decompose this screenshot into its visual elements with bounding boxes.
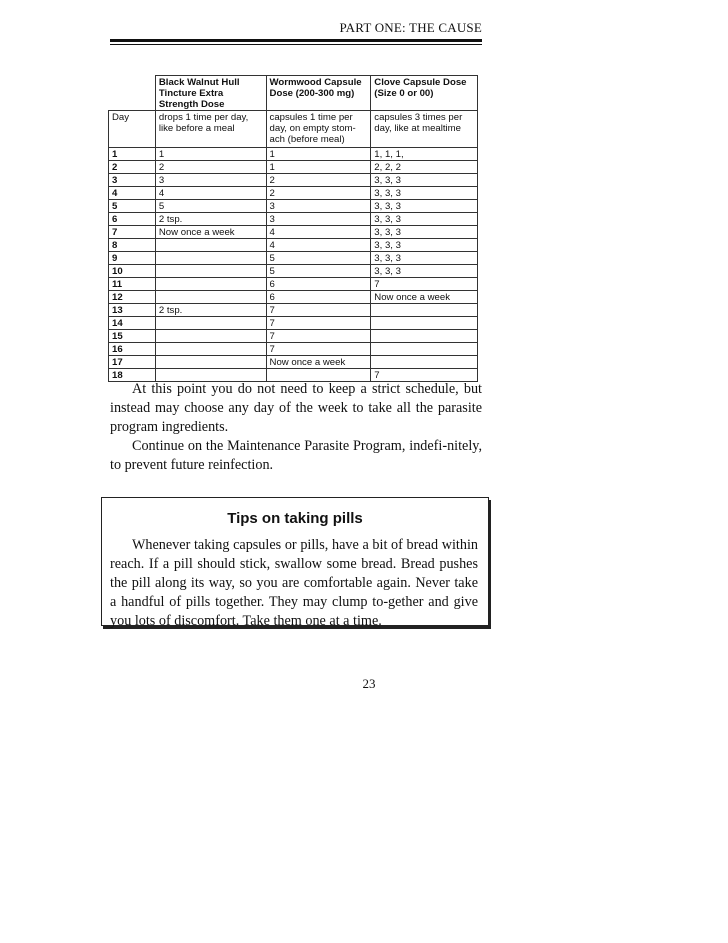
day-cell: 8 [109,239,156,252]
dose-cell: 6 [266,278,371,291]
dose-cell [155,356,266,369]
running-title: PART ONE: THE CAUSE [339,20,482,35]
dose-cell [155,278,266,291]
table-row [109,265,478,278]
day-cell: 12 [109,291,156,304]
dose-cell: 2 [266,174,371,187]
table-row [109,343,478,356]
table-row [109,252,478,265]
day-cell: 17 [109,356,156,369]
table-row [109,226,478,239]
dose-cell [155,239,266,252]
dose-cell: 2 tsp. [155,304,266,317]
dose-cell: 7 [266,317,371,330]
day-cell: 11 [109,278,156,291]
day-cell: 2 [109,161,156,174]
table-row [109,291,478,304]
column-header [109,76,156,111]
day-cell: 1 [109,148,156,161]
page-header [0,20,728,50]
dose-cell: 5 [266,252,371,265]
dose-cell [155,343,266,356]
dose-cell [155,330,266,343]
subheader-cell: drops 1 time per day, like before a meal [155,111,266,148]
dose-cell [155,252,266,265]
table-row [109,200,478,213]
tips-paragraph: Whenever taking capsules or pills, have a bit of bread within reach. If a pill should stick, swallow some bread. Bread pushes the pill along its way, so you are comfortable again. Never take a handful of pills together. They may clump to-gether and give you lots of discomfort. Take them one at a time. [110,537,478,629]
dose-cell: 3, 3, 3 [371,174,478,187]
table-row [109,161,478,174]
day-cell: 16 [109,343,156,356]
dose-cell [155,291,266,304]
dose-cell [155,265,266,278]
dose-cell: 6 [266,291,371,304]
dose-cell: 3, 3, 3 [371,265,478,278]
dose-cell: 5 [266,265,371,278]
day-cell: 15 [109,330,156,343]
dose-cell: 7 [266,330,371,343]
dose-cell [371,330,478,343]
dose-cell: 7 [266,304,371,317]
dose-cell: 1 [155,148,266,161]
dose-cell: 2 [155,161,266,174]
day-cell: 7 [109,226,156,239]
column-header: Wormwood Capsule Dose (200-300 mg) [266,76,371,111]
dose-cell: 3, 3, 3 [371,187,478,200]
day-cell: 14 [109,317,156,330]
day-cell: 10 [109,265,156,278]
table-row [109,278,478,291]
table-row [109,187,478,200]
dose-cell [155,317,266,330]
dose-cell: 3, 3, 3 [371,226,478,239]
table-header-row [109,76,478,111]
table-subheader-row [109,111,478,148]
table-row [109,317,478,330]
table-row [109,174,478,187]
dosage-table [108,75,478,382]
dose-cell: 7 [371,369,478,382]
day-cell: 9 [109,252,156,265]
dose-cell [371,304,478,317]
day-cell: 3 [109,174,156,187]
dose-cell: 5 [155,200,266,213]
dose-cell: Now once a week [155,226,266,239]
table-row [109,239,478,252]
day-cell: 18 [109,369,156,382]
dose-cell: 7 [266,343,371,356]
dose-cell: 3 [155,174,266,187]
dose-cell: 3, 3, 3 [371,213,478,226]
column-header: Clove Capsule Dose (Size 0 or 00) [371,76,478,111]
dose-cell: 4 [266,226,371,239]
tips-box [101,497,489,629]
day-cell: 5 [109,200,156,213]
dose-cell: 3 [266,213,371,226]
dose-cell [371,343,478,356]
dose-cell: 4 [266,239,371,252]
dose-cell: 2 [266,187,371,200]
dose-cell: 2 tsp. [155,213,266,226]
tips-body [110,536,478,631]
day-cell: 4 [109,187,156,200]
table-row [109,330,478,343]
dose-cell [371,356,478,369]
dose-cell: 3, 3, 3 [371,200,478,213]
body-text [110,380,482,475]
subheader-cell: Day [109,111,156,148]
table-row [109,148,478,161]
dose-cell: 4 [155,187,266,200]
paragraph: Continue on the Maintenance Parasite Program, indefi-nitely, to prevent future reinfection. [110,438,482,473]
dose-cell: 3 [266,200,371,213]
subheader-cell: capsules 3 times per day, like at mealtime [371,111,478,148]
dose-cell: 1, 1, 1, [371,148,478,161]
paragraph: At this point you do not need to keep a strict schedule, but instead may choose any day of the week to take all the parasite program ingredients. [110,381,482,435]
dose-cell: 3, 3, 3 [371,239,478,252]
dose-cell: 3, 3, 3 [371,252,478,265]
column-header: Black Walnut Hull Tincture Extra Strength Dose [155,76,266,111]
page-number: 23 [362,676,376,691]
dose-cell: Now once a week [371,291,478,304]
day-cell: 6 [109,213,156,226]
dose-cell: 7 [371,278,478,291]
header-rule-thin [110,44,482,45]
table-row [109,304,478,317]
header-rule [110,39,482,42]
tips-title: Tips on taking pills [227,510,363,527]
table-row [109,213,478,226]
dose-cell: 1 [266,148,371,161]
dose-cell: 1 [266,161,371,174]
subheader-cell: capsules 1 time per day, on empty stom-ach (before meal) [266,111,371,148]
dose-cell: Now once a week [266,356,371,369]
day-cell: 13 [109,304,156,317]
dose-cell: 2, 2, 2 [371,161,478,174]
dose-cell [371,317,478,330]
table-row [109,356,478,369]
